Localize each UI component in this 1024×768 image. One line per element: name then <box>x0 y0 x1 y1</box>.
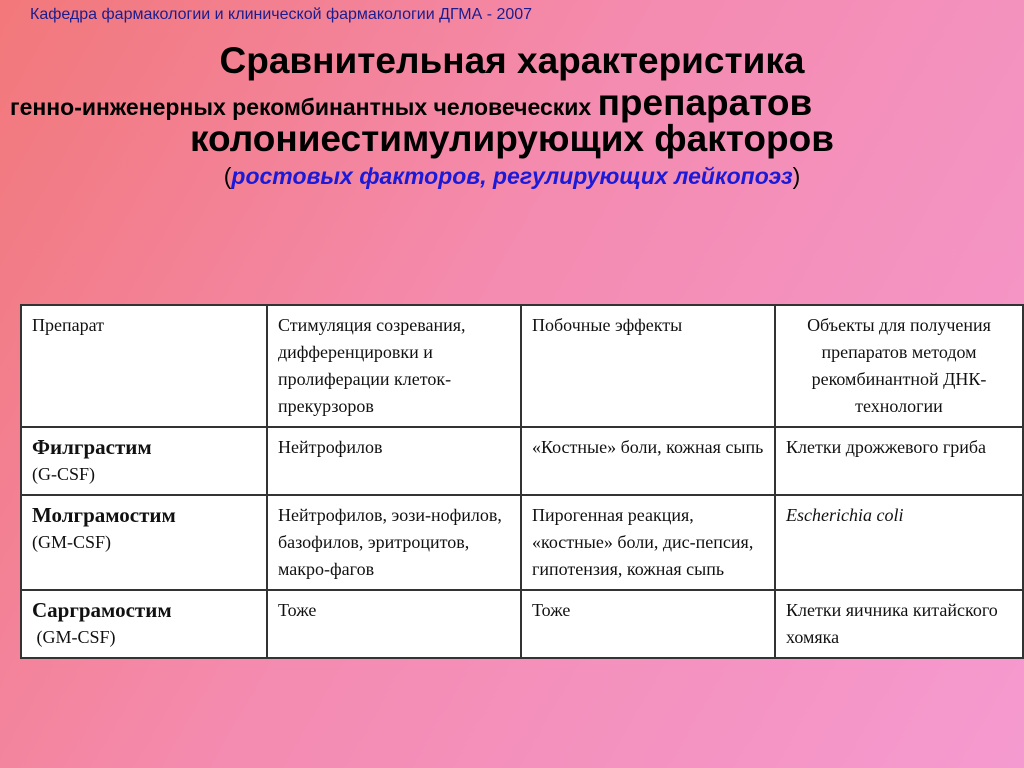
title-line-2-big: препаратов <box>597 82 813 123</box>
drug-name: Сарграмостим <box>32 598 172 622</box>
drug-name: Филграстим <box>32 435 152 459</box>
table-row <box>21 427 1023 495</box>
stimulation-cell: Нейтрофилов, эози-нофилов, базофилов, эритроцитов, макро-фагов <box>267 495 521 590</box>
source-cell: Escherichia coli <box>775 495 1023 590</box>
subtitle-text: ростовых факторов, регулирующих лейкопоэз <box>231 163 793 189</box>
page-title: Сравнительная характеристика <box>219 40 805 81</box>
table-row <box>21 495 1023 590</box>
title-line-2-small: генно-инженерных рекомбинантных человеческих <box>10 94 598 120</box>
subtitle-open-paren: ( <box>223 163 232 189</box>
drug-code: (GM-CSF) <box>32 532 112 552</box>
subtitle <box>0 163 1024 190</box>
header-drug: Препарат <box>21 305 267 427</box>
side-effects-cell: «Костные» боли, кожная сыпь <box>521 427 775 495</box>
drug-code: (GM-CSF) <box>32 627 116 647</box>
comparison-table <box>20 304 1024 659</box>
header-side-effects: Побочные эффекты <box>521 305 775 427</box>
subtitle-close-paren: ) <box>792 163 801 189</box>
stimulation-cell: Тоже <box>267 590 521 658</box>
drug-name: Молграмостим <box>32 503 176 527</box>
department-caption: Кафедра фармакологии и клинической фармакологии ДГМА - 2007 <box>30 6 533 23</box>
title-line-3: колониестимулирующих факторов <box>190 118 834 159</box>
side-effects-cell: Пирогенная реакция, «костные» боли, дис-пепсия, гипотензия, кожная сыпь <box>521 495 775 590</box>
source-cell: Клетки яичника китайского хомяка <box>775 590 1023 658</box>
side-effects-cell: Тоже <box>521 590 775 658</box>
drug-cell <box>21 590 267 658</box>
drug-cell <box>21 495 267 590</box>
stimulation-cell: Нейтрофилов <box>267 427 521 495</box>
drug-code: (G-CSF) <box>32 464 96 484</box>
source-cell: Клетки дрожжевого гриба <box>775 427 1023 495</box>
drug-cell <box>21 427 267 495</box>
table-row <box>21 590 1023 658</box>
table-header-row <box>21 305 1023 427</box>
header-stimulation: Стимуляция созревания, дифференцировки и пролиферации клеток-прекурзоров <box>267 305 521 427</box>
header-source: Объекты для получения препаратов методом рекомбинантной ДНК-технологии <box>775 305 1023 427</box>
